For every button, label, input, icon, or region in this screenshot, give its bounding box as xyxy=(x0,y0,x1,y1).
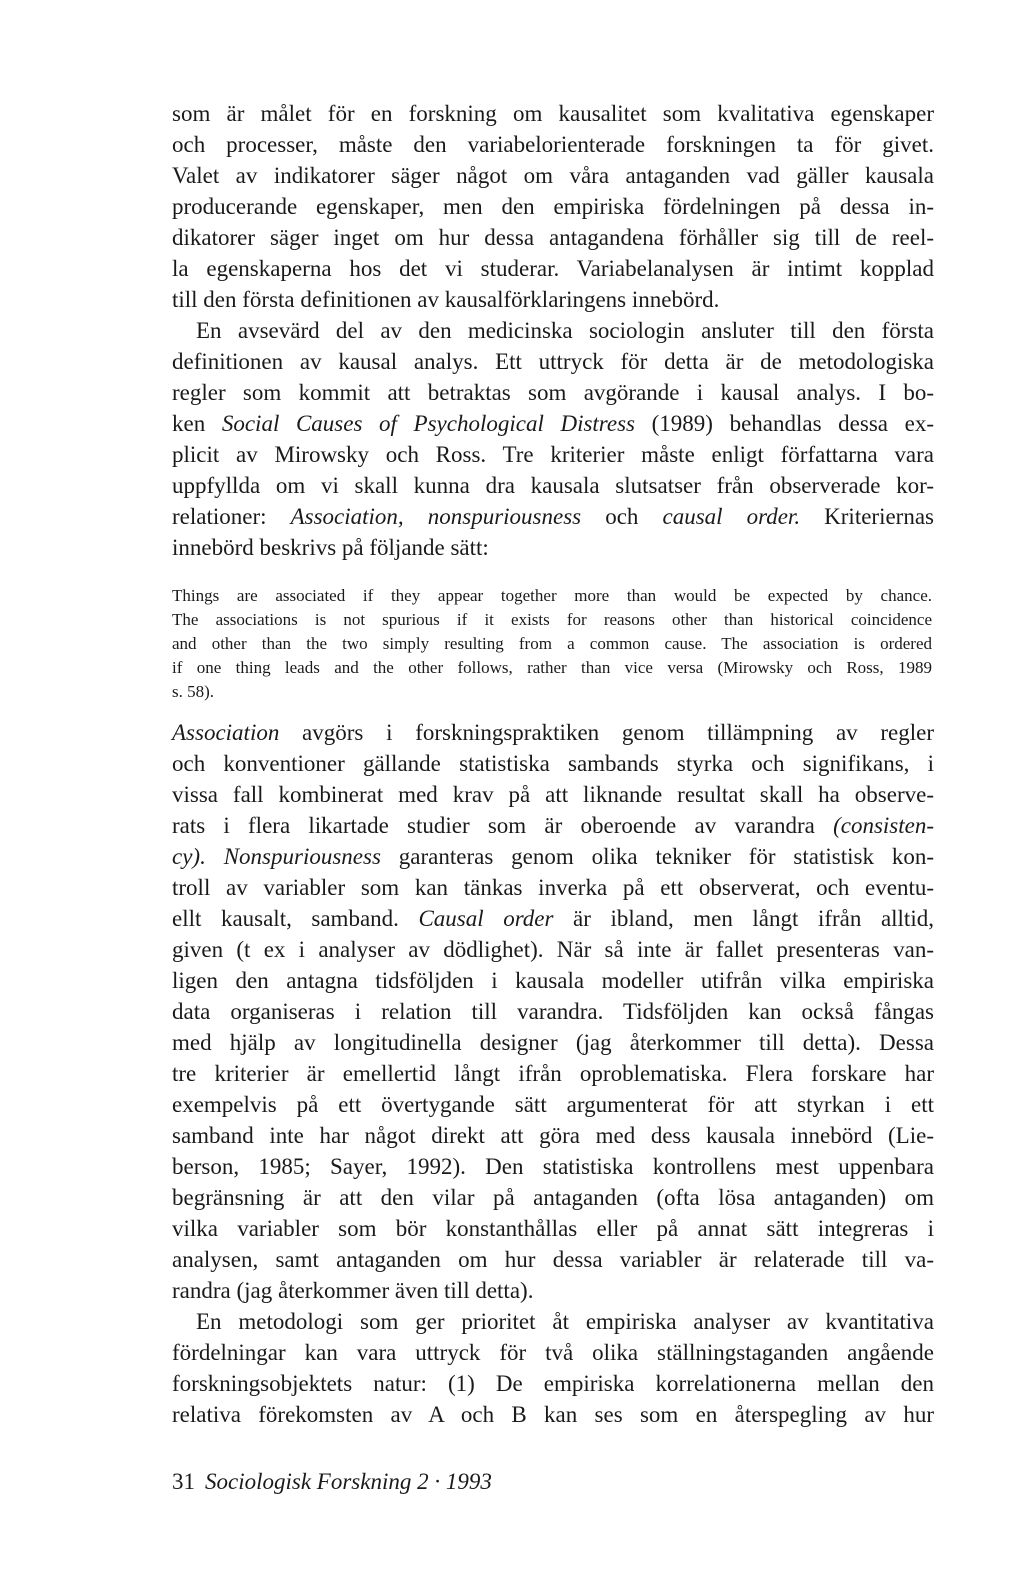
text-line: definitionen av kausal analys. Ett uttryck för detta är de metodologiska xyxy=(172,349,934,374)
text-line: dikatorer säger inget om hur dessa antagandena förhåller sig till de reel- xyxy=(172,225,934,250)
text-run: rats i flera likartade studier som är oberoende av varandra xyxy=(172,813,834,838)
italic-term: Causal order xyxy=(418,906,554,931)
text-run: (1989) behandlas dessa ex- xyxy=(635,411,934,436)
paragraph-2 xyxy=(172,315,934,563)
text-run: och xyxy=(581,504,663,529)
italic-term: causal order. xyxy=(662,504,801,529)
italic-term: cy). Nonspuriousness xyxy=(172,844,381,869)
text-run: avgörs i forskningspraktiken genom tillämpning av regler xyxy=(279,720,934,745)
text-line: data organiseras i relation till varandra. Tidsföljden kan också fångas xyxy=(172,999,934,1024)
italic-term: Association xyxy=(172,720,280,745)
quote-line: s. 58). xyxy=(172,682,215,701)
text-line: fördelningar kan vara uttryck för två olika ställningstaganden angående xyxy=(172,1340,934,1365)
text-line xyxy=(172,810,934,841)
text-run: garanteras genom olika tekniker för statistisk kon- xyxy=(380,844,934,869)
text-line xyxy=(172,903,934,934)
quote-line: Things are associated if they appear together more than would be expected by chance. xyxy=(172,586,932,605)
page-footer xyxy=(172,1466,492,1497)
text-line: troll av variabler som kan tänkas inverka på ett observerat, och eventu- xyxy=(172,875,934,900)
text-line: plicit av Mirowsky och Ross. Tre kriterier måste enligt författarna vara xyxy=(172,442,934,467)
paragraph-4 xyxy=(172,1306,934,1430)
quote-line: and other than the two simply resulting from a common cause. The association is ordered xyxy=(172,634,932,653)
text-line: uppfyllda om vi skall kunna dra kausala slutsatser från observerade kor- xyxy=(172,473,934,498)
text-line: regler som kommit att betraktas som avgörande i kausal analys. I bo- xyxy=(172,380,934,405)
text-line: relativa förekomsten av A och B kan ses som en återspegling av hur xyxy=(172,1402,934,1427)
text-line: samband inte har något direkt att göra med dess kausala innebörd (Lie- xyxy=(172,1123,934,1148)
paragraph-3 xyxy=(172,717,934,1306)
block-quote xyxy=(172,584,934,704)
text-line: la egenskaperna hos det vi studerar. Variabelanalysen är intimt kopplad xyxy=(172,256,934,281)
text-line: begränsning är att den vilar på antaganden (ofta lösa antaganden) om xyxy=(172,1185,934,1210)
italic-term: (consisten- xyxy=(833,813,934,838)
italic-term: Association, nonspuriousness xyxy=(290,504,582,529)
text-line: innebörd beskrivs på följande sätt: xyxy=(172,535,489,560)
quote-line: The associations is not spurious if it exists for reasons other than historical coincidence xyxy=(172,610,932,629)
text-line: ligen den antagna tidsföljden i kausala modeller utifrån vilka empiriska xyxy=(172,968,934,993)
text-line: En avsevärd del av den medicinska sociologin ansluter till den första xyxy=(196,318,934,343)
text-line xyxy=(172,408,934,439)
text-run: Kriteriernas xyxy=(800,504,934,529)
text-line: vilka variabler som bör konstanthållas eller på annat sätt integreras i xyxy=(172,1216,934,1241)
text-line xyxy=(172,841,934,872)
text-line: och konventioner gällande statistiska sambands styrka och signifikans, i xyxy=(172,751,934,776)
text-line: tre kriterier är emellertid långt ifrån oproblematiska. Flera forskare har xyxy=(172,1061,934,1086)
text-line: producerande egenskaper, men den empiriska fördelningen på dessa in- xyxy=(172,194,934,219)
paragraph-1 xyxy=(172,98,934,315)
text-run: är ibland, men långt ifrån alltid, xyxy=(553,906,934,931)
text-line: vissa fall kombinerat med krav på att liknande resultat skall ha observe- xyxy=(172,782,934,807)
text-line: med hjälp av longitudinella designer (jag återkommer till detta). Dessa xyxy=(172,1030,934,1055)
text-line: Valet av indikatorer säger något om våra antaganden vad gäller kausala xyxy=(172,163,934,188)
text-line: exempelvis på ett övertygande sätt argumenterat för att styrkan i ett xyxy=(172,1092,934,1117)
text-line: forskningsobjektets natur: (1) De empiriska korrelationerna mellan den xyxy=(172,1371,934,1396)
text-line: analysen, samt antaganden om hur dessa variabler är relaterade till va- xyxy=(172,1247,934,1272)
text-run: ken xyxy=(172,411,222,436)
text-line xyxy=(172,501,934,532)
quote-line: if one thing leads and the other follows, rather than vice versa (Mirowsky och Ross, 1989 xyxy=(172,658,932,677)
text-line: som är målet för en forskning om kausalitet som kvalitativa egenskaper xyxy=(172,101,934,126)
text-line: och processer, måste den variabelorienterade forskningen ta för givet. xyxy=(172,132,934,157)
text-line: berson, 1985; Sayer, 1992). Den statistiska kontrollens mest uppenbara xyxy=(172,1154,934,1179)
text-run: ellt kausalt, samband. xyxy=(172,906,419,931)
text-run: relationer: xyxy=(172,504,291,529)
journal-name: Sociologisk Forskning 2 · 1993 xyxy=(205,1469,492,1494)
book-title: Social Causes of Psychological Distress xyxy=(221,411,636,436)
text-line: En metodologi som ger prioritet åt empiriska analyser av kvantitativa xyxy=(196,1309,934,1334)
page-number: 31 xyxy=(172,1469,195,1494)
text-line xyxy=(172,717,934,748)
text-line: given (t ex i analyser av dödlighet). När så inte är fallet presenteras van- xyxy=(172,937,934,962)
page-body xyxy=(172,98,934,1430)
text-line: till den första definitionen av kausalförklaringens innebörd. xyxy=(172,287,720,312)
text-line: randra (jag återkommer även till detta). xyxy=(172,1278,534,1303)
